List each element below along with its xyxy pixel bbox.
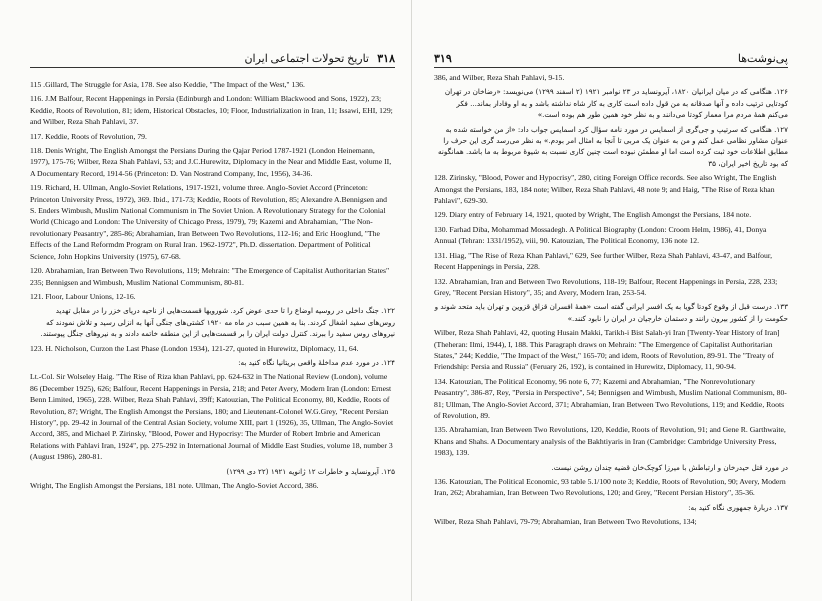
footnote: ۱۲۷. هنگامی که سرتیپ و جی‌گری از اسمایس در مورد نامه سؤال کرد اسمایس جواب داد: «از من خواسته شده به عنوان مشاور نظامی عمل کنم و من به عنوان یک مربی تا آنجا به امثال امر بودم.» به نظر می‌رسد گری این حرف را مطابق اطلاعات خود ثبت کرده است اما او مطمئن نبوده است چنین کاری نسبت به شیوهٔ مربوط به ما باشد. همانگونه که بود تاریخ اخیر ایران، ۳۵ [438,124,788,168]
footnote: ۱۲۵. آیرونساید و خاطرات ۱۲ ژانویه ۱۹۲۱ (۲۲ دی ۱۲۹۹) [226,466,395,476]
footnote: ۱۲۶. هنگامی که در میان ایرانیان ۱۸۲۰، آیرونساید در ۲۳ نوامبر ۱۹۲۱ (۲ اسفند ۱۲۹۹) می‌نویسد: «رضاخان در تهران کودتایی ترتیب داده و آنها صدقانه به من قول داده است کاری به کار شاه نداشته باشد و به او وفادار بماند... فکر می‌کنم همهٔ مردم مرا معمار کودتا می‌دانند و به نظر خود همین طور هم بوده است.» [444,87,788,120]
footnote: Wilber, Reza Shah Pahlavi, 79-79; Abrahamian, Iran Between Two Revolutions, 134; [434,517,697,527]
header-rule [30,67,395,68]
footnote: 128. Zirinsky, "Blood, Power and Hypocrisy", 280, citing Foreign Office records. See also Wright, The English Amongst the Persians, 183, 184 note; Wilber, Reza Shah Pahlavi, 48 note 9; and Haig, "The Rise of Reza khan Pahlavi", 629-30. [434,173,777,206]
footnote: 116. J.M Balfour, Recent Happenings in Persia (Edinburgh and London: William Blackwood and Sons, 1922), 23; Keddie, Roots of Revolution, 81; idem, Historical Obstacles, 10; Floor, Industrialization in Iran, 11; Issawi, EHI, 129; and Wilber, Reza Shah Pahlavi, 37. [30,94,393,127]
left-page-number: ۳۱۸ [377,53,395,65]
footnote: 120. Abrahamian, Iran Between Two Revolutions, 119; Mehrain: "The Emergence of Capitalist Authoritarian States" 235; Bennigsen and Wimbush, Muslim National Communism, 80-81. [30,266,390,287]
right-page-number: ۳۱۹ [434,53,452,65]
footnote: Wilber, Reza Shah Pahlavi, 42, quoting Husain Makki, Tarikh-i Bist Salah-yi Iran [Twenty-Year History of Iran] (Theheran: Ilmi, 1944), I, 188. This Paragraph draws on Mehrain: "The Emergence of Capitalist Authoritarian States," 244; Keddie, "The Impact of the West," 165-70; and idem, Roots of Revolution, 89-91. The "Treaty of Friendship: Persia and Russia" (Feruary 26, 192), is contained in Hurewitz, Diplomacy, 11, 90-94. [434,328,780,372]
footnote: 131. Hiag, "The Rise of Reza Khan Pahlavi," 629, See further Wilber, Reza Shah Pahlavi, 43-47, and Balfour, Recent Happenings in Persia, 228. [434,250,773,272]
right-page [411,0,822,601]
left-header-title: تاریخ تحولات اجتماعی ایران [244,53,369,65]
footnote: 118. Denis Wright, The English Amongst the Persians During the Qajar Period 1787-1921 (London Heinemann, 1977), 175-76; Wilber, Reza Shah Pahlavi, 53; and J.C.Hurewitz, Diplomacy in the Near and Middle East, volume II, A Documentary Record, 1914-56 (Princeton: D. Van Nostrand Company, Inc, 1956), 34-36. [30,146,392,178]
footnote: 130. Farhad Diba, Mohammad Mossadegh. A Political Biography (London: Croom Helm, 1986), 41, Donya Annual (Tehran: 1331/1952), viii, 90. Katouzian, The Political Economy, 136 note 12. [434,224,767,246]
footnote: ۱۲۴. در مورد عدم مداخلهٔ واقعی بریتانیا نگاه کنید به: [238,357,395,367]
footnote: ۱۲۲. جنگ داخلی در روسیه اوضاع را تا حدی عوض کرد. شورویها قسمت‌هایی از ناحیه دریای خزر را در مقابل تهدید روس‌های سفید اشغال کردند. بنا به همین سبب در ماه مه ۱۹۲۰ کشتی‌های جنگی آنها به انزلی رسید و تلاش نمودند که نیروهای روس سفید را ببرند. کنترل دولت ایران را بر قسمت‌هایی از این منطقه خاتمه دادند و به نیروهای جنگل پیوستند. [40,306,395,339]
footnote: ۱۳۷. دربارهٔ جمهوری نگاه کنید به: [688,502,788,512]
footnote: ۱۳۳. درست قبل از وقوع کودتا گویا به یک افسر ایرانی گفته است «همهٔ افسران قزاق قزوین و تهران باید متحد شوند و حکومت را از کشور بیرون رانند و دستمان خارجیان در ایران را نابود کنند.» [434,302,788,323]
footnote: 134. Katouzian, The Political Economy, 96 note 6, 77; Kazemi and Abrahamian, "The Nonrevolutionary Peasantry", 386-87, Rey, "Persia in Perspective", 54; Bennigsen and Wimbush, Muslim National Communism, 80-81; Ullman, The Anglo-Soviet Accord, 371; Abrahamian, Iran Between Two Revolutions, 119; and Keddie, Roots of Revolution, 89. [434,376,787,420]
footnote: Wright, The English Amongst the Persians, 181 note. Ullman, The Anglo-Soviet Accord, 386. [30,481,319,490]
left-notes [30,79,395,597]
footnote: 121. Floor, Labour Unions, 12-16. [30,291,136,301]
footnote: 129. Diary entry of February 14, 1921, quoted by Wright, The English Amongst the Persians, 184 note. [434,210,752,220]
footnote: 135. Abrahamian, Iran Between Two Revolutions, 120, Keddie, Roots of Revolution, 91; and Gene R. Garthwaite, Khans and Shahs. A Documentary analysis of the Bakhtiyaris in Iran (Cambridge: Cambridge University Press, 1983), 139. [434,425,786,458]
right-notes [434,72,788,597]
footnote: 136. Katouzian, The Political Economic, 93 table 5.1/100 note 3; Keddie, Roots of Revolution, 90; Avery, Modern Iran, 262; Abrahamian, Iran Between Two Revolutions, 120; and Grey, "Recent Persian History", 35-36. [434,477,786,498]
header-rule [434,67,788,68]
footnote: 119. Richard, H. Ullman, Anglo-Soviet Relations, 1917-1921, volume three. Anglo-Soviet Accord (Princeton: Princeton University Press, 1972), 369. Ibid., 171-73; Keddie, Roots of Revolution, 85; Alexandre A.Bennigsen and S. Enders Wimbush, Muslim National Communism in The Soviet Union. A Revolutionary Strategy for the Colonial World (Chicago and London: The University of Chicago Press, 1979), 79; Kazemi and Abrahamian, "The Non-revolutionary Peasantry", 285-86; Abrahamian, Iran Between Two Revolutions, 112-16; and Eric Hooglund, "The Effects of the Land Reformdm Program on Rural Iran. 1962-1972", Ph.D. dissertation. Department of Political Science, John Hopkins University (1975), 67-68. [30,183,387,261]
footnote: Lt.-Col. Sir Wolseley Haig. "The Rise of Riza khan Pahlavi, pp. 624-632 in The National Review (London), volume 86 (December 1925), 626; Balfour, Recent Happenings in Persia, 218; and Peter Avery, Modern Iran (London: Ernest Benn Limited, 1965), 228. Wilber, Reza Shah Pahlavi, 39ff; Katouzian, The Political Economy, 80, Keddie, Roots of Revolution, 87; Wright, The English Amongst the Persians, 180; and Lieutenant-Colonel W.G.Grey, "Recent Persian History", pp. 29-42 in Journal of the Central Asian Society, volume XIII, part 1 (1926), 35, Ullman, The Anglo-Soviet Accord, 385, and Michael P. Zirinsky, "Blood, Power and Hypocrisy: The Murder of Robert Imbrie and American Relations with Pahlavi Iran, 1924", pp. 275-292 in International Journal of Middle East Studies, volume 18, number 3 (August 1986), 280-81. [30,372,394,462]
footnote: 117. Keddie, Roots of Revolution, 79. [30,131,147,141]
footnote: 123. H. Nicholson, Curzon the Last Phase (London 1934), 121-27, quoted in Hurewitz, Diplomacy, 11, 64. [30,343,359,353]
footnote: در مورد قتل حیدرخان و ارتباطش با میرزا کوچک‌خان قضیه چندان روشن نیست. [551,462,788,472]
right-header-title: پی‌نوشت‌ها [737,53,788,65]
continued-note: 386, and Wilber, Reza Shah Pahlavi, 9-15. [434,73,565,82]
footnote: 132. Abrahamian, Iran and Between Two Revolutions, 118-19; Balfour, Recent Happenings in Persia, 228, 233; Grey, "Recent Persian History", 35; and Avery, Modern Iran, 253-54. [434,276,778,297]
footnote: 115 .Gillard, The Struggle for Asia, 178. See also Keddie, "The Impact of the West," 136. [30,80,305,89]
